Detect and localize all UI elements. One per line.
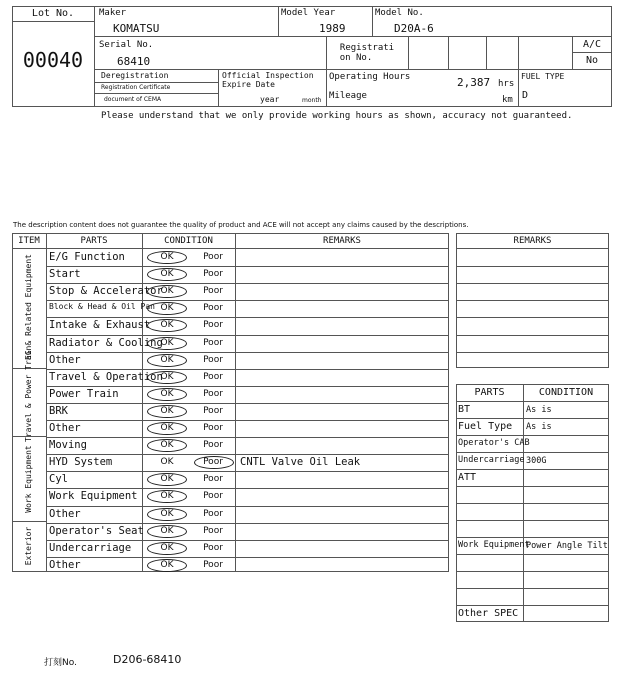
fuel-type-label: FUEL TYPE <box>521 72 565 81</box>
ok-option[interactable]: OK <box>160 286 174 296</box>
ok-option[interactable]: OK <box>160 474 174 484</box>
part-label: Block & Head & Oil Pan <box>49 302 155 311</box>
km-unit: km <box>502 95 513 105</box>
ok-option[interactable]: OK <box>160 389 174 399</box>
spec-col-parts: PARTS <box>474 387 505 398</box>
stamp-label: 打刻No. <box>44 658 77 668</box>
remark-line <box>456 335 609 336</box>
poor-option[interactable]: Poor <box>203 526 223 536</box>
selected-condition-oval <box>147 371 187 384</box>
remark-text: CNTL Valve Oil Leak <box>240 456 361 468</box>
col-parts: PARTS <box>80 236 108 246</box>
ok-option[interactable]: OK <box>160 252 174 262</box>
year-label: year <box>260 95 280 104</box>
col-item: ITEM <box>18 236 40 246</box>
spec-condition: As is <box>526 405 552 415</box>
poor-option[interactable]: Poor <box>203 338 223 348</box>
ok-option[interactable]: OK <box>160 509 174 519</box>
poor-option[interactable]: Poor <box>203 457 223 467</box>
ok-option[interactable]: OK <box>160 372 174 382</box>
poor-option[interactable]: Poor <box>203 286 223 296</box>
mileage-label: Mileage <box>329 91 367 101</box>
selected-condition-oval <box>147 268 187 281</box>
poor-option[interactable]: Poor <box>203 320 223 330</box>
selected-condition-oval <box>147 439 187 452</box>
spec-part: Other SPEC <box>458 608 519 619</box>
ok-option[interactable]: OK <box>160 338 174 348</box>
part-label: Undercarriage <box>49 542 132 554</box>
right-remarks-header: REMARKS <box>513 236 552 246</box>
part-label: Other <box>49 422 81 434</box>
poor-option[interactable]: Poor <box>203 269 223 279</box>
notice-hours: Please understand that we only provide working hours as shown, accuracy not guaranteed. <box>101 111 573 121</box>
selected-condition-oval <box>147 542 187 555</box>
selected-condition-oval <box>147 388 187 401</box>
ok-option[interactable]: OK <box>160 560 174 570</box>
operating-hours-label: Operating Hours <box>329 72 411 82</box>
ok-option[interactable]: OK <box>160 303 174 313</box>
group-travel-power: Travel & Power Train <box>24 345 33 442</box>
group-eg-related: EG & Related Equipment <box>24 254 33 360</box>
spec-part: Operator's CAB <box>458 438 530 448</box>
registration-certificate-label: Registration Certificate <box>101 84 171 91</box>
selected-condition-oval <box>194 456 234 469</box>
part-label: Cyl <box>49 473 68 485</box>
hrs-unit: hrs <box>498 79 515 89</box>
selected-condition-oval <box>147 319 187 332</box>
col-condition: CONDITION <box>164 236 213 246</box>
spec-col-condition: CONDITION <box>538 387 594 398</box>
poor-option[interactable]: Poor <box>203 303 223 313</box>
ok-option[interactable]: OK <box>160 355 174 365</box>
spec-condition: 300G <box>526 456 547 466</box>
part-label: HYD System <box>49 456 113 468</box>
remark-line <box>456 266 609 267</box>
poor-option[interactable]: Poor <box>203 509 223 519</box>
deregistration-label: Deregistration <box>101 71 169 80</box>
part-label: Stop & Accelerator <box>49 285 163 297</box>
operating-hours-value: 2,387 <box>457 76 491 89</box>
official-inspection-label: Official Inspection <box>222 71 314 80</box>
ok-option[interactable]: OK <box>160 406 174 416</box>
notice-description: The description content does not guarantee the quality of product and ACE will not accept any claims caused by the descriptions. <box>13 221 469 229</box>
maker-value: KOMATSU <box>113 22 160 35</box>
ok-option[interactable]: OK <box>160 320 174 330</box>
part-label: Other <box>49 354 81 366</box>
remark-line <box>456 283 609 284</box>
selected-condition-oval <box>147 508 187 521</box>
ok-option[interactable]: OK <box>160 269 174 279</box>
ok-option[interactable]: OK <box>160 543 174 553</box>
poor-option[interactable]: Poor <box>203 423 223 433</box>
spec-condition: As is <box>526 422 552 432</box>
fuel-type-value: D <box>522 90 529 101</box>
model-no-label: Model No. <box>375 8 424 18</box>
part-label: Operator's Seat <box>49 525 144 537</box>
poor-option[interactable]: Poor <box>203 252 223 262</box>
selected-condition-oval <box>147 251 187 264</box>
poor-option[interactable]: Poor <box>203 440 223 450</box>
selected-condition-oval <box>147 405 187 418</box>
spec-part: ATT <box>458 472 477 483</box>
expire-date-label: Expire Date <box>222 80 275 89</box>
spec-part: Fuel Type <box>458 421 513 432</box>
ac-value: No <box>585 55 599 66</box>
lot-no-label: Lot No. <box>31 8 75 19</box>
stamp-value: D206-68410 <box>113 653 182 666</box>
registration-label-2: on No. <box>339 53 373 63</box>
serial-no-value: 68410 <box>117 55 151 68</box>
model-no-value: D20A-6 <box>394 22 434 35</box>
part-label: Other <box>49 559 81 571</box>
part-label: Start <box>49 268 81 280</box>
ok-option[interactable]: OK <box>160 526 174 536</box>
selected-condition-oval <box>147 473 187 486</box>
maker-label: Maker <box>99 8 127 18</box>
serial-no-label: Serial No. <box>99 40 154 50</box>
remark-line <box>456 300 609 301</box>
ok-option[interactable]: OK <box>160 457 174 467</box>
poor-option[interactable]: Poor <box>203 372 223 382</box>
selected-condition-oval <box>147 285 187 298</box>
poor-option[interactable]: Poor <box>203 474 223 484</box>
ac-label: A/C <box>582 39 602 50</box>
document-cema-label: document of CEMA <box>104 96 162 103</box>
poor-option[interactable]: Poor <box>203 491 223 501</box>
poor-option[interactable]: Poor <box>203 355 223 365</box>
part-label: BRK <box>49 405 68 417</box>
poor-option[interactable]: Poor <box>203 560 223 570</box>
selected-condition-oval <box>147 422 187 435</box>
part-label: Work Equipment <box>49 490 138 502</box>
selected-condition-oval <box>147 337 187 350</box>
spec-part: BT <box>458 404 471 415</box>
part-label: Other <box>49 508 81 520</box>
remark-line <box>456 352 609 353</box>
model-year-label: Model Year <box>281 8 336 18</box>
group-work-equipment: Work Equipment <box>24 445 33 513</box>
poor-option[interactable]: Poor <box>203 389 223 399</box>
part-label: Travel & Operation <box>49 371 163 383</box>
ok-option[interactable]: OK <box>160 423 174 433</box>
spec-part: Undercarriage <box>458 455 525 465</box>
model-year-value: 1989 <box>319 22 346 35</box>
part-label: Power Train <box>49 388 119 400</box>
part-label: E/G Function <box>49 251 125 263</box>
selected-condition-oval <box>147 559 187 572</box>
poor-option[interactable]: Poor <box>203 543 223 553</box>
part-label: Intake & Exhaust <box>49 319 151 331</box>
month-label: month <box>302 97 322 104</box>
selected-condition-oval <box>147 302 187 315</box>
col-remarks: REMARKS <box>323 236 361 246</box>
remark-line <box>456 317 609 318</box>
lot-no-value: 00040 <box>22 48 84 72</box>
group-exterior: Exterior <box>24 526 33 566</box>
registration-label: Registrati <box>339 43 395 53</box>
poor-option[interactable]: Poor <box>203 406 223 416</box>
spec-part: Work Equipment <box>458 540 530 550</box>
ok-option[interactable]: OK <box>160 440 174 450</box>
part-label: Moving <box>49 439 87 451</box>
selected-condition-oval <box>147 490 187 503</box>
ok-option[interactable]: OK <box>160 491 174 501</box>
selected-condition-oval <box>147 354 187 367</box>
selected-condition-oval <box>147 525 187 538</box>
part-label: Radiator & Cooling <box>49 337 163 349</box>
spec-condition: Power Angle Tilt <box>526 541 608 551</box>
